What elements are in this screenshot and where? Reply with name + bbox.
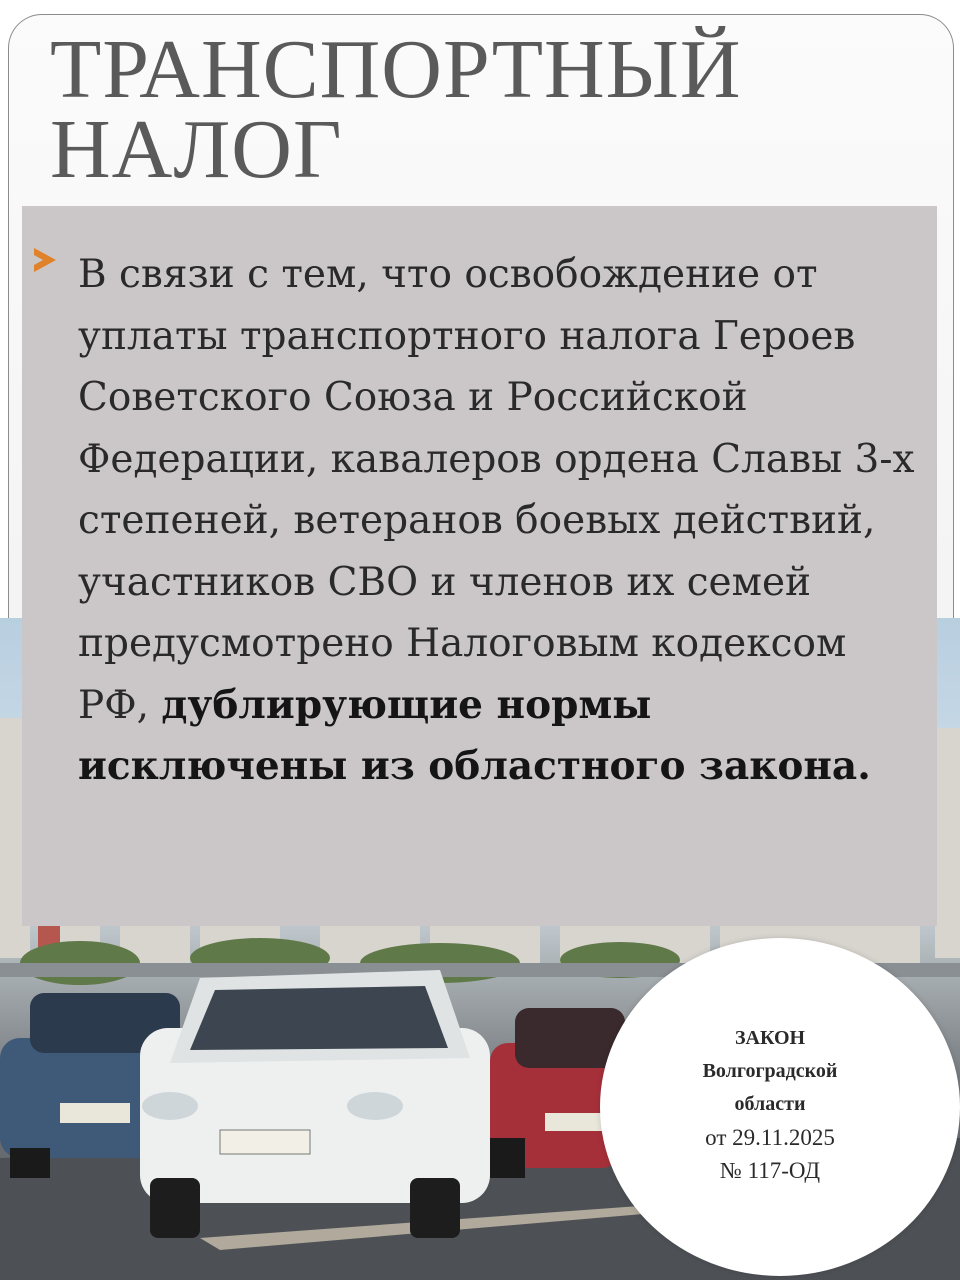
title-line-1: ТРАНСПОРТНЫЙ bbox=[50, 23, 742, 116]
title-line-2: НАЛОГ bbox=[50, 103, 343, 196]
page-title bbox=[50, 23, 742, 196]
body-normal-text: В связи с тем, что освобождение от уплаты транспортного налога Героев Советского Союза и Российской Федерации, кавалеров ордена Славы 3-х степеней, ветеранов боевых действий, участников СВО и членов их семей предусмотрено Налоговым кодексом РФ, bbox=[78, 252, 915, 728]
law-line-2: Волгоградской bbox=[702, 1060, 838, 1082]
law-line-1: ЗАКОН bbox=[734, 1027, 806, 1049]
law-line-3: области bbox=[734, 1093, 806, 1115]
law-badge-text bbox=[640, 1022, 900, 1187]
law-date: от 29.11.2025 bbox=[705, 1125, 835, 1150]
arrow-bullet-icon-inner bbox=[34, 255, 43, 265]
body-bold-text: дублирующие нормы исключены из областного закона. bbox=[78, 681, 871, 789]
body-paragraph bbox=[78, 244, 928, 798]
law-number: № 117-ОД bbox=[719, 1158, 821, 1183]
